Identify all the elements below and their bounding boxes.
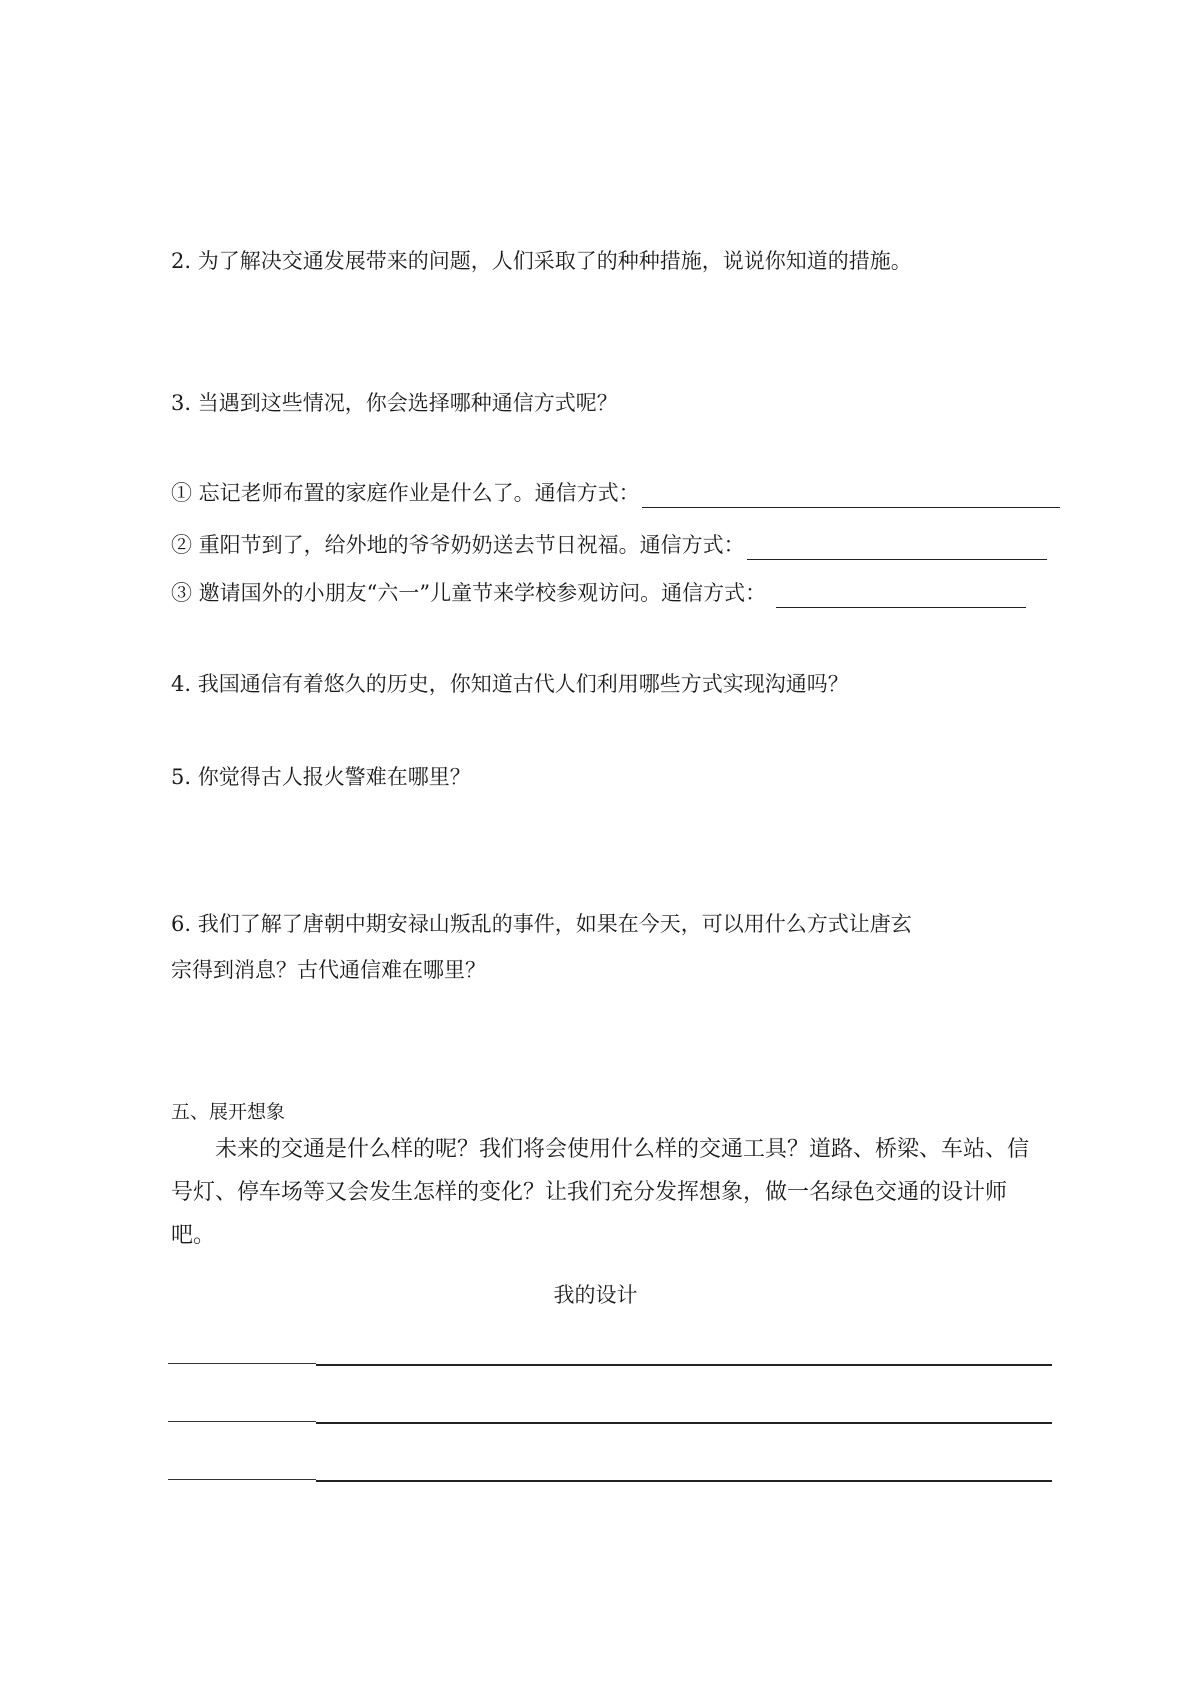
section-5-paragraph: 未来的交通是什么样的呢？我们将会使用什么样的交通工具？道路、桥梁、车站、信号灯、停车场等又会发生怎样的变化？让我们充分发挥想象，做一名绿色交通的设计师吧。 xyxy=(171,1137,1030,1248)
answer-blank-2[interactable] xyxy=(747,535,1047,560)
question-5: 5. 你觉得古人报火警难在哪里？ xyxy=(171,765,471,789)
question-3-item-3-text: ③ 邀请国外的小朋友“六一”儿童节来学校参观访问。通信方式： xyxy=(171,581,767,605)
question-6-line-1: 6. 我们了解了唐朝中期安禄山叛乱的事件，如果在今天，可以用什么方式让唐玄 xyxy=(171,912,912,936)
design-line-3-right xyxy=(316,1480,1052,1482)
question-6-line-2: 宗得到消息？古代通信难在哪里？ xyxy=(171,958,486,982)
question-4: 4. 我国通信有着悠久的历史，你知道古代人们利用哪些方式实现沟通吗？ xyxy=(171,672,849,696)
design-line-1-right xyxy=(316,1364,1052,1366)
question-3-item-2-text: ② 重阳节到了，给外地的爷爷奶奶送去节日祝福。通信方式： xyxy=(171,533,745,557)
question-3-item-1 xyxy=(171,478,1060,508)
answer-blank-1[interactable] xyxy=(642,483,1060,508)
section-5-title: 五、展开想象 xyxy=(171,1101,286,1123)
design-title: 我的设计 xyxy=(553,1283,638,1307)
design-line-2-left xyxy=(168,1421,316,1422)
design-line-2-right xyxy=(316,1422,1052,1424)
question-3-item-2 xyxy=(171,530,1047,560)
question-3: 3. 当遇到这些情况，你会选择哪种通信方式呢？ xyxy=(171,391,618,415)
design-line-1-left xyxy=(168,1363,316,1364)
question-2: 2. 为了解决交通发展带来的问题，人们采取了的种种措施，说说你知道的措施。 xyxy=(171,249,912,273)
question-3-item-1-text: ① 忘记老师布置的家庭作业是什么了。通信方式： xyxy=(171,481,640,505)
design-line-3-left xyxy=(168,1479,316,1480)
question-3-item-3 xyxy=(171,578,1026,608)
answer-blank-3[interactable] xyxy=(776,583,1026,608)
